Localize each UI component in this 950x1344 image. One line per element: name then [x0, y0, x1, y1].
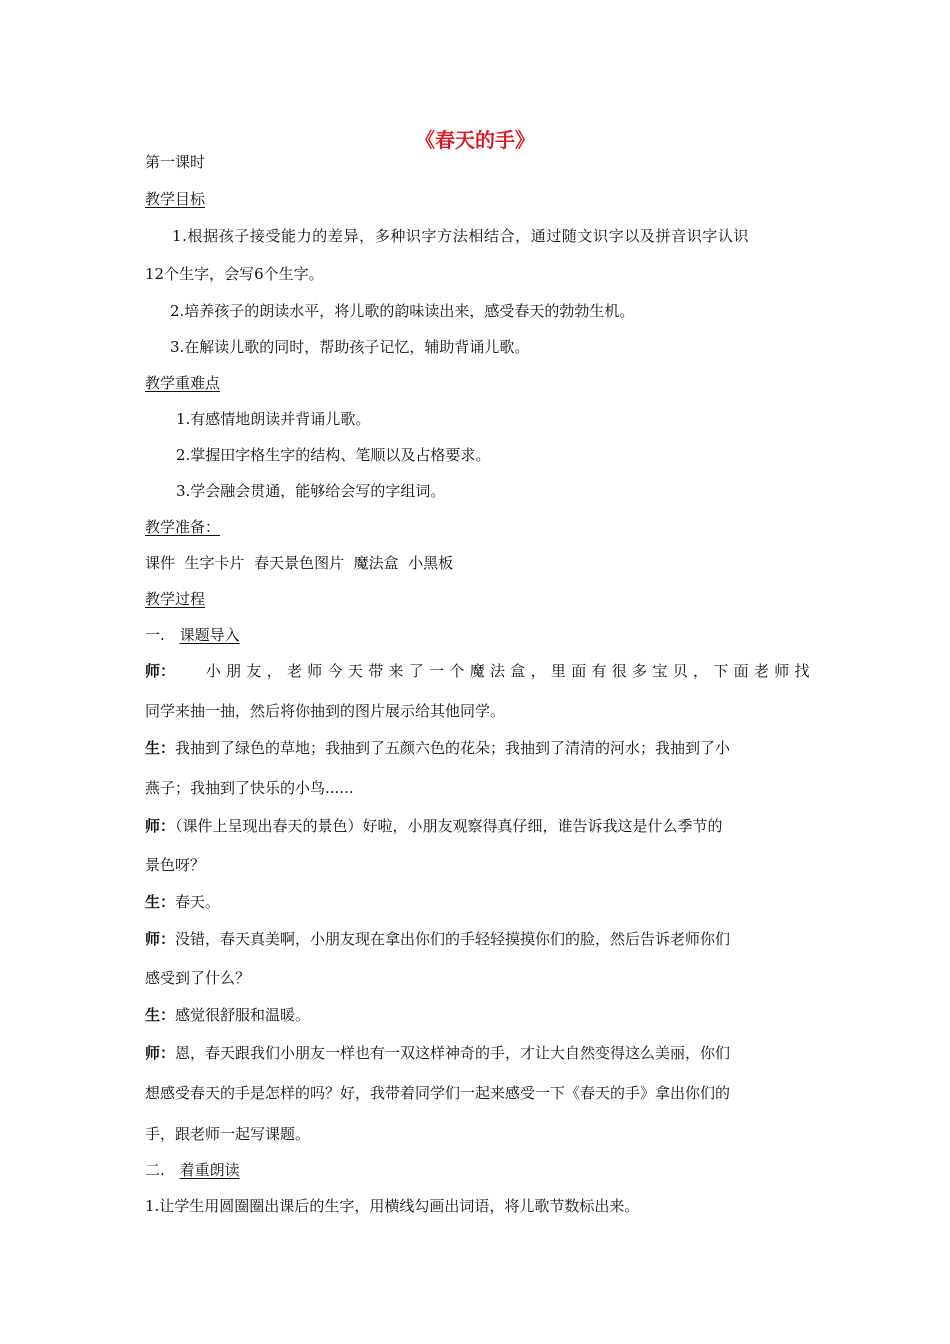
dialogue-text: 感觉很舒服和温暖。	[175, 1006, 311, 1024]
dialogue-text: 春天。	[175, 893, 221, 911]
goal-item-2: 2.培养孩子的朗读水平，将儿歌的韵味读出来，感受春天的勃勃生机。	[170, 302, 635, 320]
section-2-heading	[145, 1160, 240, 1180]
dialogue-3-cont: 景色呀？	[145, 856, 206, 874]
dialogue-text: 没错，春天真美啊，小朋友现在拿出你们的手轻轻摸摸你们的脸，然后告诉老师你们	[175, 930, 731, 948]
section-1-title: 课题导入	[179, 626, 240, 644]
key-point-3: 3.学会融会贯通，能够给会写的字组词。	[176, 482, 446, 500]
dialogue-text: 恩，春天跟我们小朋友一样也有一双这样神奇的手，才让大自然变得这么美丽，你们	[175, 1044, 731, 1062]
goal-item-1-cont: 12个生字，会写6个生字。	[145, 265, 324, 283]
dialogue-text: 小朋友，老师今天带来了一个魔法盒，里面有很多宝贝，下面老师找	[205, 662, 815, 680]
goals-heading: 教学目标	[145, 190, 206, 208]
speaker-teacher: 师：	[145, 662, 176, 680]
speaker-student: 生：	[145, 893, 176, 911]
dialogue-1-cont: 同学来抽一抽，然后将你抽到的图片展示给其他同学。	[145, 702, 506, 720]
goal-item-1: 1.根据孩子接受能力的差异，多种识字方法相结合，通过随文识字以及拼音识字认识	[172, 227, 750, 245]
step-1: 1.让学生用圆圈圈出课后的生字，用横线勾画出词语，将儿歌节数标出来。	[145, 1197, 640, 1215]
key-point-1: 1.有感情地朗读并背诵儿歌。	[176, 410, 371, 428]
speaker-student: 生：	[145, 739, 176, 757]
dialogue-2-cont: 燕子；我抽到了快乐的小鸟......	[145, 779, 354, 797]
goal-item-3: 3.在解读儿歌的同时，帮助孩子记忆，辅助背诵儿歌。	[170, 338, 530, 356]
section-2-title: 着重朗读	[179, 1161, 240, 1179]
section-2-number: 二.	[145, 1161, 165, 1179]
lesson-label: 第一课时	[145, 153, 206, 171]
speaker-teacher: 师：	[145, 817, 176, 835]
dialogue-3	[145, 816, 723, 836]
dialogue-6	[145, 1005, 310, 1025]
process-heading: 教学过程	[145, 590, 206, 608]
section-1-heading	[145, 625, 240, 645]
dialogue-5-cont: 感受到了什么？	[145, 969, 251, 987]
dialogue-text: （课件上呈现出春天的景色）好啦，小朋友观察得真仔细，谁告诉我这是什么季节的	[175, 817, 723, 835]
key-point-2: 2.掌握田字格生字的结构、笔顺以及占格要求。	[176, 446, 491, 464]
section-1-number: 一.	[145, 626, 165, 644]
document-title: 《春天的手》	[415, 128, 535, 152]
dialogue-7-cont-2: 手，跟老师一起写课题。	[145, 1125, 311, 1143]
speaker-student: 生：	[145, 1006, 176, 1024]
dialogue-1	[145, 661, 815, 681]
prep-items: 课件 生字卡片 春天景色图片 魔法盒 小黑板	[145, 554, 454, 572]
speaker-teacher: 师：	[145, 1044, 176, 1062]
prep-heading: 教学准备：	[145, 518, 221, 536]
key-points-heading: 教学重难点	[145, 374, 221, 392]
dialogue-7-cont-1: 想感受春天的手是怎样的吗？好，我带着同学们一起来感受一下《春天的手》拿出你们的	[145, 1084, 731, 1102]
speaker-teacher: 师：	[145, 930, 176, 948]
dialogue-7	[145, 1043, 730, 1063]
dialogue-4	[145, 892, 220, 912]
dialogue-5	[145, 929, 730, 949]
dialogue-text: 我抽到了绿色的草地；我抽到了五颜六色的花朵；我抽到了清清的河水；我抽到了小	[175, 739, 731, 757]
dialogue-2	[145, 738, 730, 758]
